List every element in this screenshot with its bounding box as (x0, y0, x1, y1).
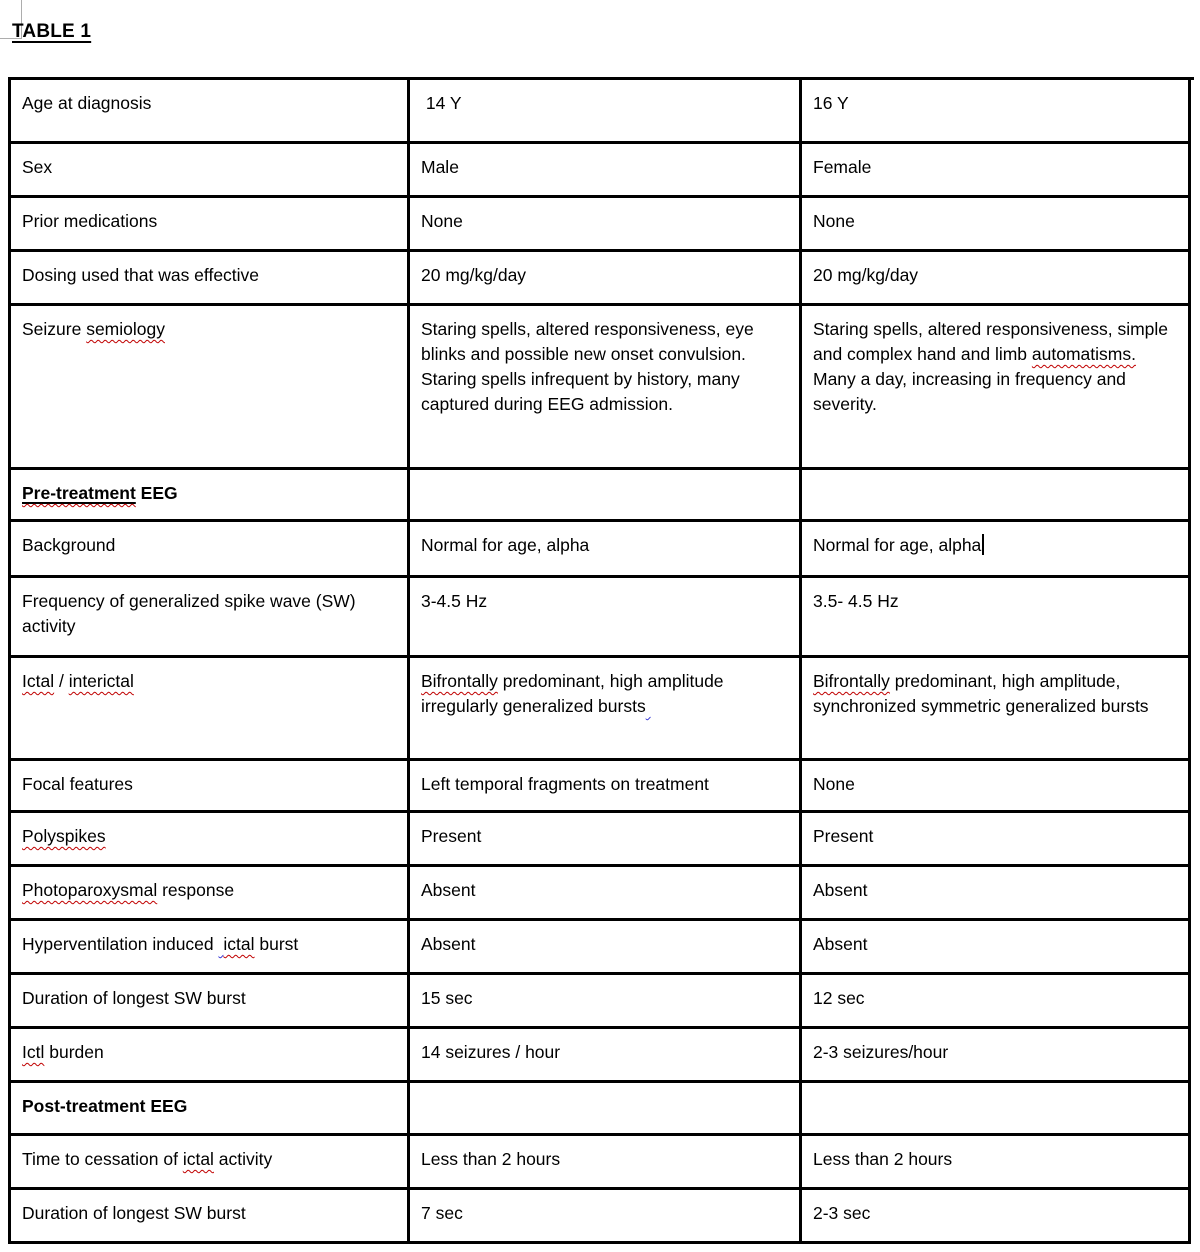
text-segment: Seizure (22, 319, 87, 339)
table-cell-r14-c2[interactable] (410, 975, 802, 1029)
text-segment: Sex (22, 157, 53, 177)
table-cell-r15-c3[interactable] (802, 1029, 1191, 1083)
table-cell-r17-c2[interactable] (410, 1136, 802, 1190)
table-cell-r10-c1[interactable] (11, 761, 410, 813)
table-cell-r12-c1[interactable] (11, 867, 410, 921)
table-cell-r2-c2[interactable] (410, 144, 802, 198)
text-segment: predominant, high amplitude irregularly generalized bursts (421, 671, 729, 716)
table-cell-r4-c2[interactable] (410, 252, 802, 306)
text-segment: Male (421, 157, 459, 177)
text-segment: Present (421, 826, 482, 846)
text-segment: Duration of longest SW burst (22, 1203, 246, 1223)
text-segment: EEG (135, 483, 178, 503)
text-segment: Hyperventilation induced (22, 934, 219, 954)
table-cell-r6-c2[interactable] (410, 470, 802, 522)
table-cell-r11-c3[interactable] (802, 813, 1191, 867)
text-segment: burden (44, 1042, 104, 1062)
text-segment: Photoparoxysmal (22, 880, 158, 900)
table-cell-r10-c2[interactable] (410, 761, 802, 813)
table-cell-r3-c1[interactable] (11, 198, 410, 252)
text-segment: None (421, 211, 463, 231)
text-segment: burst (254, 934, 299, 954)
table-cell-r18-c3[interactable] (802, 1190, 1191, 1244)
text-segment: Present (813, 826, 874, 846)
table-cell-r7-c1[interactable] (11, 522, 410, 578)
text-segment: ictal (182, 1149, 214, 1169)
table-cell-r8-c3[interactable] (802, 578, 1191, 658)
table-cell-r2-c3[interactable] (802, 144, 1191, 198)
text-segment: Bifrontally (813, 671, 890, 691)
text-segment: 3.5- 4.5 Hz (813, 591, 899, 611)
table-cell-r17-c3[interactable] (802, 1136, 1191, 1190)
table-cell-r18-c1[interactable] (11, 1190, 410, 1244)
text-segment: response (157, 880, 235, 900)
table-cell-r4-c3[interactable] (802, 252, 1191, 306)
text-segment: 12 sec (813, 988, 865, 1008)
text-segment: Bifrontally (421, 671, 498, 691)
table-cell-r8-c2[interactable] (410, 578, 802, 658)
table-cell-r13-c3[interactable] (802, 921, 1191, 975)
text-segment: Pre-treatment (22, 483, 136, 503)
table-cell-r12-c3[interactable] (802, 867, 1191, 921)
table-cell-r11-c2[interactable] (410, 813, 802, 867)
text-segment: Staring spells, altered responsiveness, eye blinks and possible new onset convulsion. Staring spells infrequent by history, many captured during EEG admission. (421, 319, 759, 414)
table-cell-r18-c2[interactable] (410, 1190, 802, 1244)
text-segment: Duration of longest SW burst (22, 988, 246, 1008)
text-segment: Female (813, 157, 872, 177)
text-segment: Ictal (22, 671, 55, 691)
text-segment: 15 sec (421, 988, 473, 1008)
table-cell-r12-c2[interactable] (410, 867, 802, 921)
table-cell-r13-c2[interactable] (410, 921, 802, 975)
table-cell-r1-c1[interactable] (11, 80, 410, 144)
text-segment: Staring spells, altered responsiveness, simple and complex hand and limb (813, 319, 1173, 364)
text-segment: Focal features (22, 774, 133, 794)
text-segment (646, 696, 651, 716)
text-segment: 16 Y (813, 93, 849, 113)
table-cell-r13-c1[interactable] (11, 921, 410, 975)
text-segment: Dosing used that was effective (22, 265, 260, 285)
text-segment: None (813, 774, 855, 794)
text-segment: 20 mg/kg/day (813, 265, 919, 285)
text-segment: Polyspikes (22, 826, 106, 846)
table-cell-r3-c2[interactable] (410, 198, 802, 252)
text-segment: / (54, 671, 69, 691)
text-segment: automatisms. (1031, 344, 1136, 364)
table-cell-r6-c1[interactable] (11, 470, 410, 522)
text-segment: Less than 2 hours (421, 1149, 561, 1169)
table-cell-r8-c1[interactable] (11, 578, 410, 658)
text-segment: Normal for age, alpha (813, 535, 982, 555)
table-cell-r5-c3[interactable] (802, 306, 1191, 470)
text-segment: Ictl (22, 1042, 45, 1062)
text-segment: activity (213, 1149, 273, 1169)
text-segment: None (813, 211, 855, 231)
text-segment: Age at diagnosis (22, 93, 152, 113)
text-cursor (982, 534, 984, 555)
table-cell-r9-c1[interactable] (11, 658, 410, 761)
table-cell-r14-c1[interactable] (11, 975, 410, 1029)
table-cell-r1-c2[interactable] (410, 80, 802, 144)
table-cell-r3-c3[interactable] (802, 198, 1191, 252)
text-segment: Frequency of generalized spike wave (SW) activity (22, 591, 361, 636)
table-cell-r9-c3[interactable] (802, 658, 1191, 761)
text-segment: ictal (223, 934, 255, 954)
text-segment: 20 mg/kg/day (421, 265, 527, 285)
table-cell-r9-c2[interactable] (410, 658, 802, 761)
table-cell-r16-c2[interactable] (410, 1083, 802, 1136)
text-segment: Less than 2 hours (813, 1149, 953, 1169)
text-segment: Left temporal fragments on treatment (421, 774, 709, 794)
text-segment: Absent (813, 934, 868, 954)
table-cell-r10-c3[interactable] (802, 761, 1191, 813)
text-segment: Time to cessation of (22, 1149, 183, 1169)
text-segment: Prior medications (22, 211, 158, 231)
text-segment: Background (22, 535, 116, 555)
table-cell-r5-c1[interactable] (11, 306, 410, 470)
text-segment (22, 483, 136, 503)
table-cell-r2-c1[interactable] (11, 144, 410, 198)
text-segment: semiology (86, 319, 165, 339)
text-segment: predominant, high amplitude, synchronized symmetric generalized bursts (813, 671, 1149, 716)
document-title[interactable]: TABLE 1 (12, 21, 92, 42)
text-segment: Absent (421, 880, 476, 900)
text-segment: 2-3 sec (813, 1203, 871, 1223)
table-cell-r15-c2[interactable] (410, 1029, 802, 1083)
text-segment: Normal for age, alpha (421, 535, 590, 555)
text-segment: 7 sec (421, 1203, 463, 1223)
text-segment: 2-3 seizures/hour (813, 1042, 949, 1062)
table-cell-r17-c1[interactable] (11, 1136, 410, 1190)
text-segment: Post-treatment EEG (22, 1096, 188, 1116)
table-cell-r1-c3[interactable] (802, 80, 1191, 144)
text-segment: interictal (68, 671, 134, 691)
table-cell-r6-c3[interactable] (802, 470, 1191, 522)
text-segment: 14 seizures / hour (421, 1042, 561, 1062)
text-segment: 3-4.5 Hz (421, 591, 488, 611)
table-cell-r4-c1[interactable] (11, 252, 410, 306)
table (8, 77, 1194, 1244)
table-cell-r7-c3[interactable] (802, 522, 1191, 578)
table-cell-r16-c1[interactable] (11, 1083, 410, 1136)
table-cell-r15-c1[interactable] (11, 1029, 410, 1083)
table-cell-r7-c2[interactable] (410, 522, 802, 578)
text-segment: 14 Y (421, 93, 462, 113)
table-cell-r16-c3[interactable] (802, 1083, 1191, 1136)
text-segment: Many a day, increasing in frequency and severity. (813, 344, 1141, 414)
table-cell-r14-c3[interactable] (802, 975, 1191, 1029)
text-segment: Absent (421, 934, 476, 954)
table-cell-r11-c1[interactable] (11, 813, 410, 867)
text-segment: Absent (813, 880, 868, 900)
table-cell-r5-c2[interactable] (410, 306, 802, 470)
